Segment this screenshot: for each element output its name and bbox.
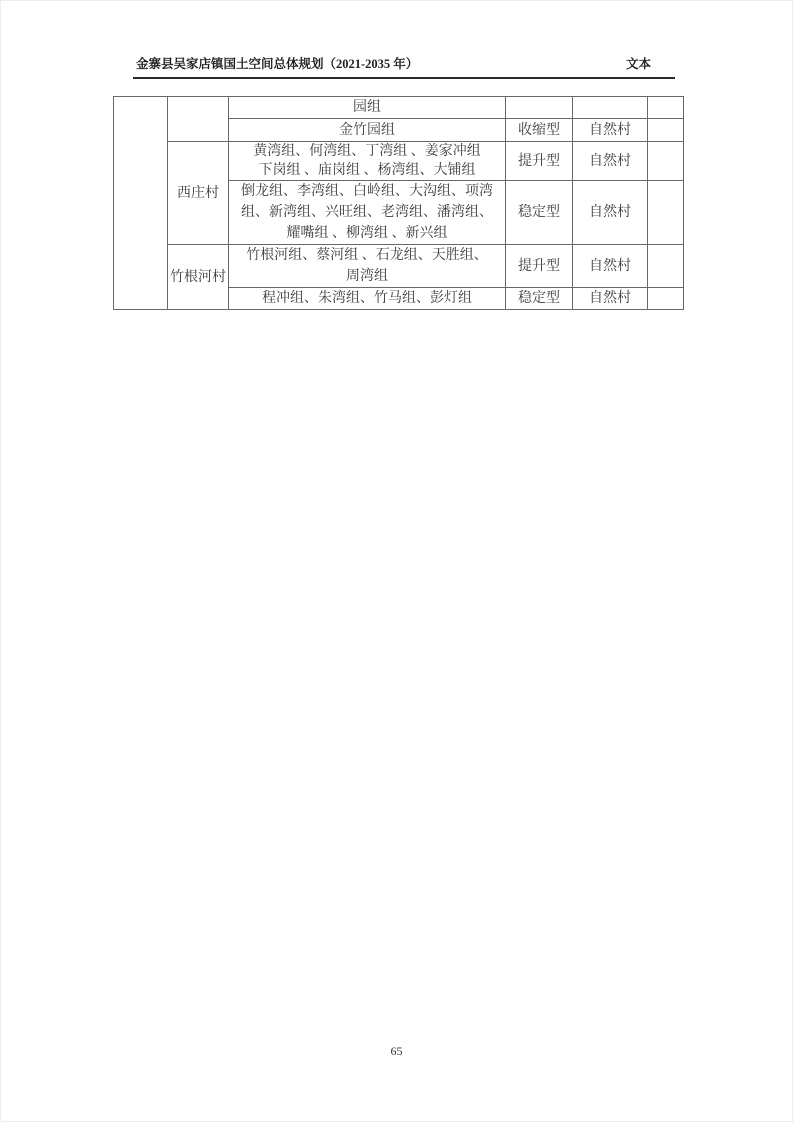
remark-cell [648, 142, 684, 181]
page-number: 65 [390, 1044, 403, 1058]
remark-cell [648, 288, 684, 310]
remark-cell [648, 97, 684, 119]
village-category-cell: 自然村 [573, 288, 648, 310]
header-rule [133, 77, 675, 79]
village-name-cell: 西庄村 [168, 142, 229, 245]
group-list-cell [229, 119, 506, 142]
group-list-cell [229, 142, 506, 181]
village-name-cell [168, 97, 229, 142]
group-line: 黄湾组、何湾组、丁湾组 、姜家冲组 [253, 144, 481, 159]
group-list-cell [229, 97, 506, 119]
village-type-cell: 提升型 [506, 245, 573, 288]
village-type-cell [506, 97, 573, 119]
group-line: 竹根河组、蔡河组 、石龙组、天胜组、 [246, 248, 488, 263]
group-line: 周湾组 [346, 269, 388, 284]
remark-cell [648, 119, 684, 142]
table-row [114, 245, 684, 288]
table-row [114, 97, 684, 119]
group-line: 耀嘴组 、柳湾组 、新兴组 [286, 226, 448, 241]
group-line: 园组 [353, 100, 381, 115]
group-list-cell [229, 288, 506, 310]
village-planning-table [113, 96, 684, 310]
village-category-cell: 自然村 [573, 245, 648, 288]
group-line: 程冲组、朱湾组、竹马组、彭灯组 [262, 291, 472, 306]
village-name-cell: 竹根河村 [168, 245, 229, 310]
village-type-cell: 提升型 [506, 142, 573, 181]
remark-cell [648, 245, 684, 288]
group-list-cell [229, 245, 506, 288]
village-type-cell: 收缩型 [506, 119, 573, 142]
group-line: 倒龙组、李湾组、白岭组、大沟组、项湾 [241, 184, 493, 199]
group-line: 金竹园组 [339, 122, 395, 138]
header-doc-type-label: 文本 [626, 57, 652, 71]
village-category-cell: 自然村 [573, 142, 648, 181]
group-line: 下岗组 、庙岗组 、杨湾组、大铺组 [258, 163, 476, 178]
village-category-cell: 自然村 [573, 119, 648, 142]
left-continuation-cell [114, 97, 168, 310]
group-list-cell [229, 181, 506, 245]
table-row [114, 142, 684, 181]
village-category-cell: 自然村 [573, 181, 648, 245]
village-type-cell: 稳定型 [506, 181, 573, 245]
remark-cell [648, 181, 684, 245]
village-category-cell [573, 97, 648, 119]
group-line: 组、新湾组、兴旺组、老湾组、潘湾组、 [241, 205, 493, 220]
header-title: 金寨县吴家店镇国土空间总体规划（2021-2035 年） [136, 57, 419, 71]
village-type-cell: 稳定型 [506, 288, 573, 310]
